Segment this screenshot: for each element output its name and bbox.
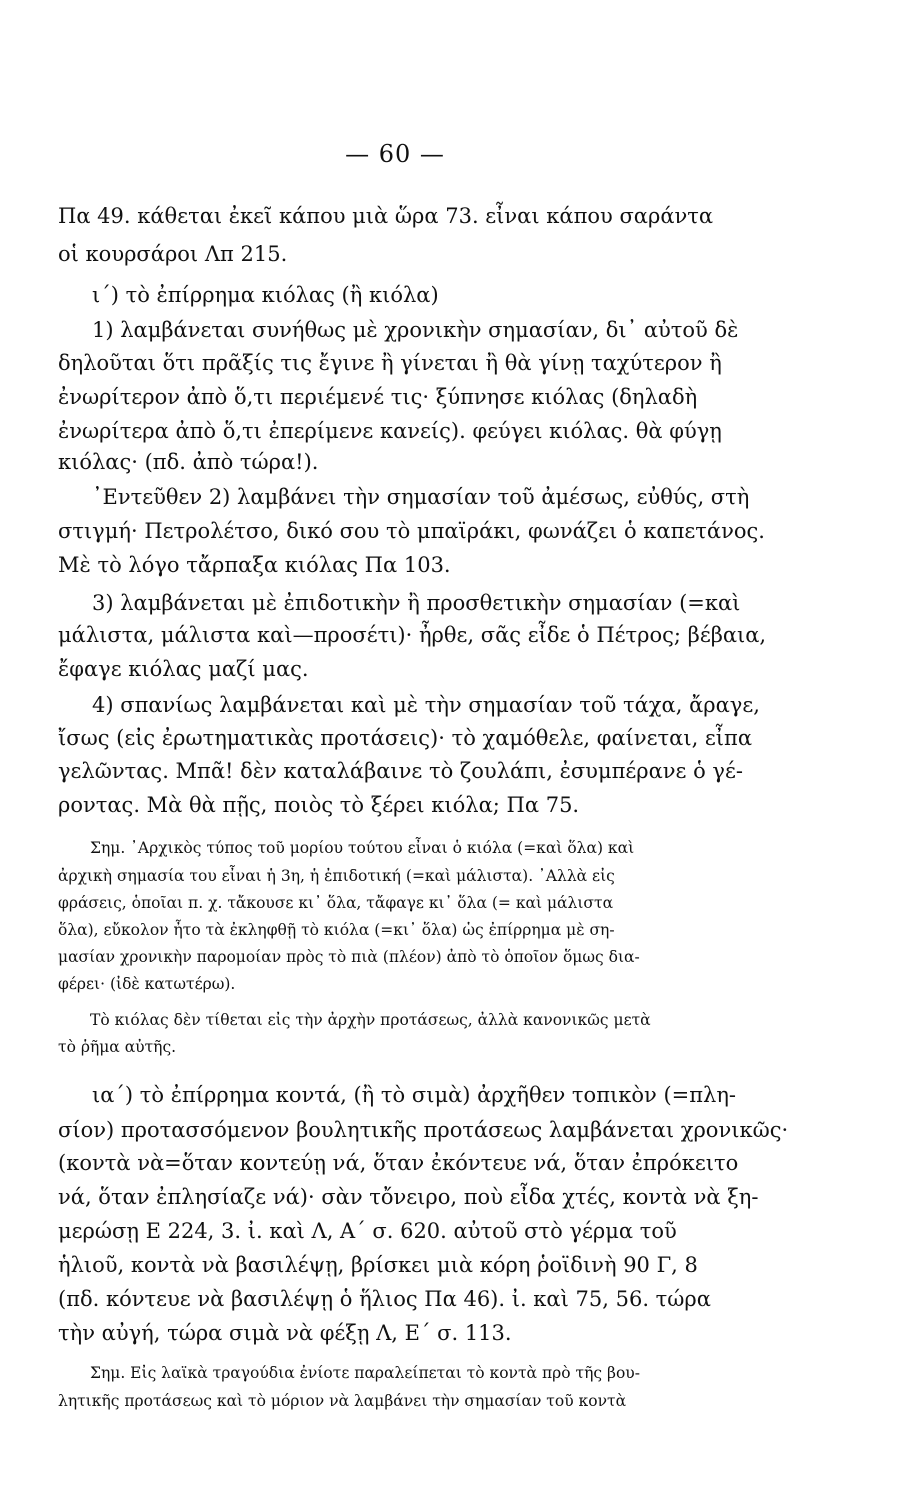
note-line: ἀρχικὴ σημασία του εἶναι ἡ 3η, ἡ ἐπιδοτική (=καὶ μάλιστα). ᾽Αλλὰ εἰς [58,867,615,885]
text-line: νά, ὅταν ἐπλησίαζε νά)· σὰν τὄνειρο, ποὺ εἶδα χτές, κοντὰ νὰ ξη- [58,1185,759,1209]
text-line: ἐνωρίτερον ἀπὸ ὅ,τι περιέμενέ τις· ξύπνησε κιόλας (δηλαδὴ [58,385,698,409]
note-line: τὸ ῥῆμα αὐτῆς. [58,1038,177,1056]
text-line: οἱ κουρσάροι Λπ 215. [58,242,288,266]
note-line: λητικῆς προτάσεως καὶ τὸ μόριον νὰ λαμβάνει τὴν σημασίαν τοῦ κοντὰ [58,1392,627,1410]
text-line: ἐνωρίτερα ἀπὸ ὅ,τι ἐπερίμενε κανείς). φεύγει κιόλας. θὰ φύγῃ [58,419,722,443]
text-line: 4) σπανίως λαμβάνεται καὶ μὲ τὴν σημασίαν τοῦ τάχα, ἄραγε, [92,693,760,717]
text-line: Μὲ τὸ λόγο τἄρπαξα κιόλας Πα 103. [58,553,451,577]
text-line: μάλιστα, μάλιστα καὶ—προσέτι)· ἦρθε, σᾶς εἶδε ὁ Πέτρος; βέβαια, [58,623,767,647]
note-line: Σημ. ᾽Αρχικὸς τύπος τοῦ μορίου τούτου εἶναι ὁ κιόλα (=καὶ ὅλα) καὶ [90,839,635,857]
text-line: κιόλας· (πδ. ἀπὸ τώρα!). [58,450,319,474]
page-number: — 60 — [345,140,445,168]
note-line: ὅλα), εὔκολον ἦτο τὰ ἐκληφθῇ τὸ κιόλα (=κι᾽ ὅλα) ὡς ἐπίρρημα μὲ ση- [58,921,615,939]
text-line: ἡλιοῦ, κοντὰ νὰ βασιλέψῃ, βρίσκει μιὰ κόρη ῥοϊδινὴ 90 Γ, 8 [58,1253,698,1277]
text-line: ᾽Εντεῦθεν 2) λαμβάνει τὴν σημασίαν τοῦ ἀμέσως, εὐθύς, στὴ [92,485,750,509]
note-line: φράσεις, ὁποῖαι π. χ. τἄκουσε κι᾽ ὅλα, τἄφαγε κι᾽ ὅλα (= καὶ μάλιστα [58,894,614,912]
text-line: ἴσως (εἰς ἐρωτηματικὰς προτάσεις)· τὸ χαμόθελε, φαίνεται, εἶπα [58,726,753,750]
text-line: τὴν αὐγή, τώρα σιμὰ νὰ φέξῃ Λ, Ε΄ σ. 113. [58,1321,512,1345]
text-line: 1) λαμβάνεται συνήθως μὲ χρονικὴν σημασίαν, δι᾽ αὐτοῦ δὲ [92,318,739,342]
text-line: γελῶντας. Μπᾶ! δὲν καταλάβαινε τὸ ζουλάπι, ἐσυμπέρανε ὁ γέ- [58,759,743,783]
text-line: ι΄) τὸ ἐπίρρημα κιόλας (ἢ κιόλα) [92,283,439,307]
text-line: 3) λαμβάνεται μὲ ἐπιδοτικὴν ἢ προσθετικὴν σημασίαν (=καὶ [92,591,741,615]
text-line: δηλοῦται ὅτι πρᾶξίς τις ἔγινε ἢ γίνεται ἢ θὰ γίνῃ ταχύτερον ἢ [58,351,722,375]
note-line: μασίαν χρονικὴν παρομοίαν πρὸς τὸ πιὰ (πλέον) ἀπὸ τὸ ὁποῖον ὅμως δια- [58,948,640,966]
text-line: Πα 49. κάθεται ἐκεῖ κάπου μιὰ ὥρα 73. εἶναι κάπου σαράντα [58,204,714,228]
text-line: (κοντὰ νὰ=ὅταν κοντεύῃ νά, ὅταν ἐκόντευε νά, ὅταν ἐπρόκειτο [58,1151,739,1175]
note-line: φέρει· (ἰδὲ κατωτέρω). [58,975,236,993]
text-line: σίον) προτασσόμενον βουλητικῆς προτάσεως λαμβάνεται χρονικῶς· [58,1118,789,1142]
text-line: ἔφαγε κιόλας μαζί μας. [58,657,309,681]
text-line: ια΄) τὸ ἐπίρρημα κοντά, (ἢ τὸ σιμὰ) ἀρχῆθεν τοπικὸν (=πλη- [92,1083,737,1107]
text-line: ροντας. Μὰ θὰ πῇς, ποιὸς τὸ ξέρει κιόλα; Πα 75. [58,793,580,817]
note-line: Τὸ κιόλας δὲν τίθεται εἰς τὴν ἀρχὴν προτάσεως, ἀλλὰ κανονικῶς μετὰ [90,1011,651,1029]
text-line: μερώσῃ Ε 224, 3. ἰ. καὶ Λ, Α΄ σ. 620. αὐτοῦ στὸ γέρμα τοῦ [58,1219,677,1243]
note-line: Σημ. Εἰς λαϊκὰ τραγούδια ἐνίοτε παραλείπεται τὸ κοντὰ πρὸ τῆς βου- [90,1364,640,1382]
text-line: (πδ. κόντευε νὰ βασιλέψῃ ὁ ἥλιος Πα 46). ἰ. καὶ 75, 56. τώρα [58,1287,711,1311]
text-line: στιγμή· Πετρολέτσο, δικό σου τὸ μπαϊράκι, φωνάζει ὁ καπετάνος. [58,519,765,543]
